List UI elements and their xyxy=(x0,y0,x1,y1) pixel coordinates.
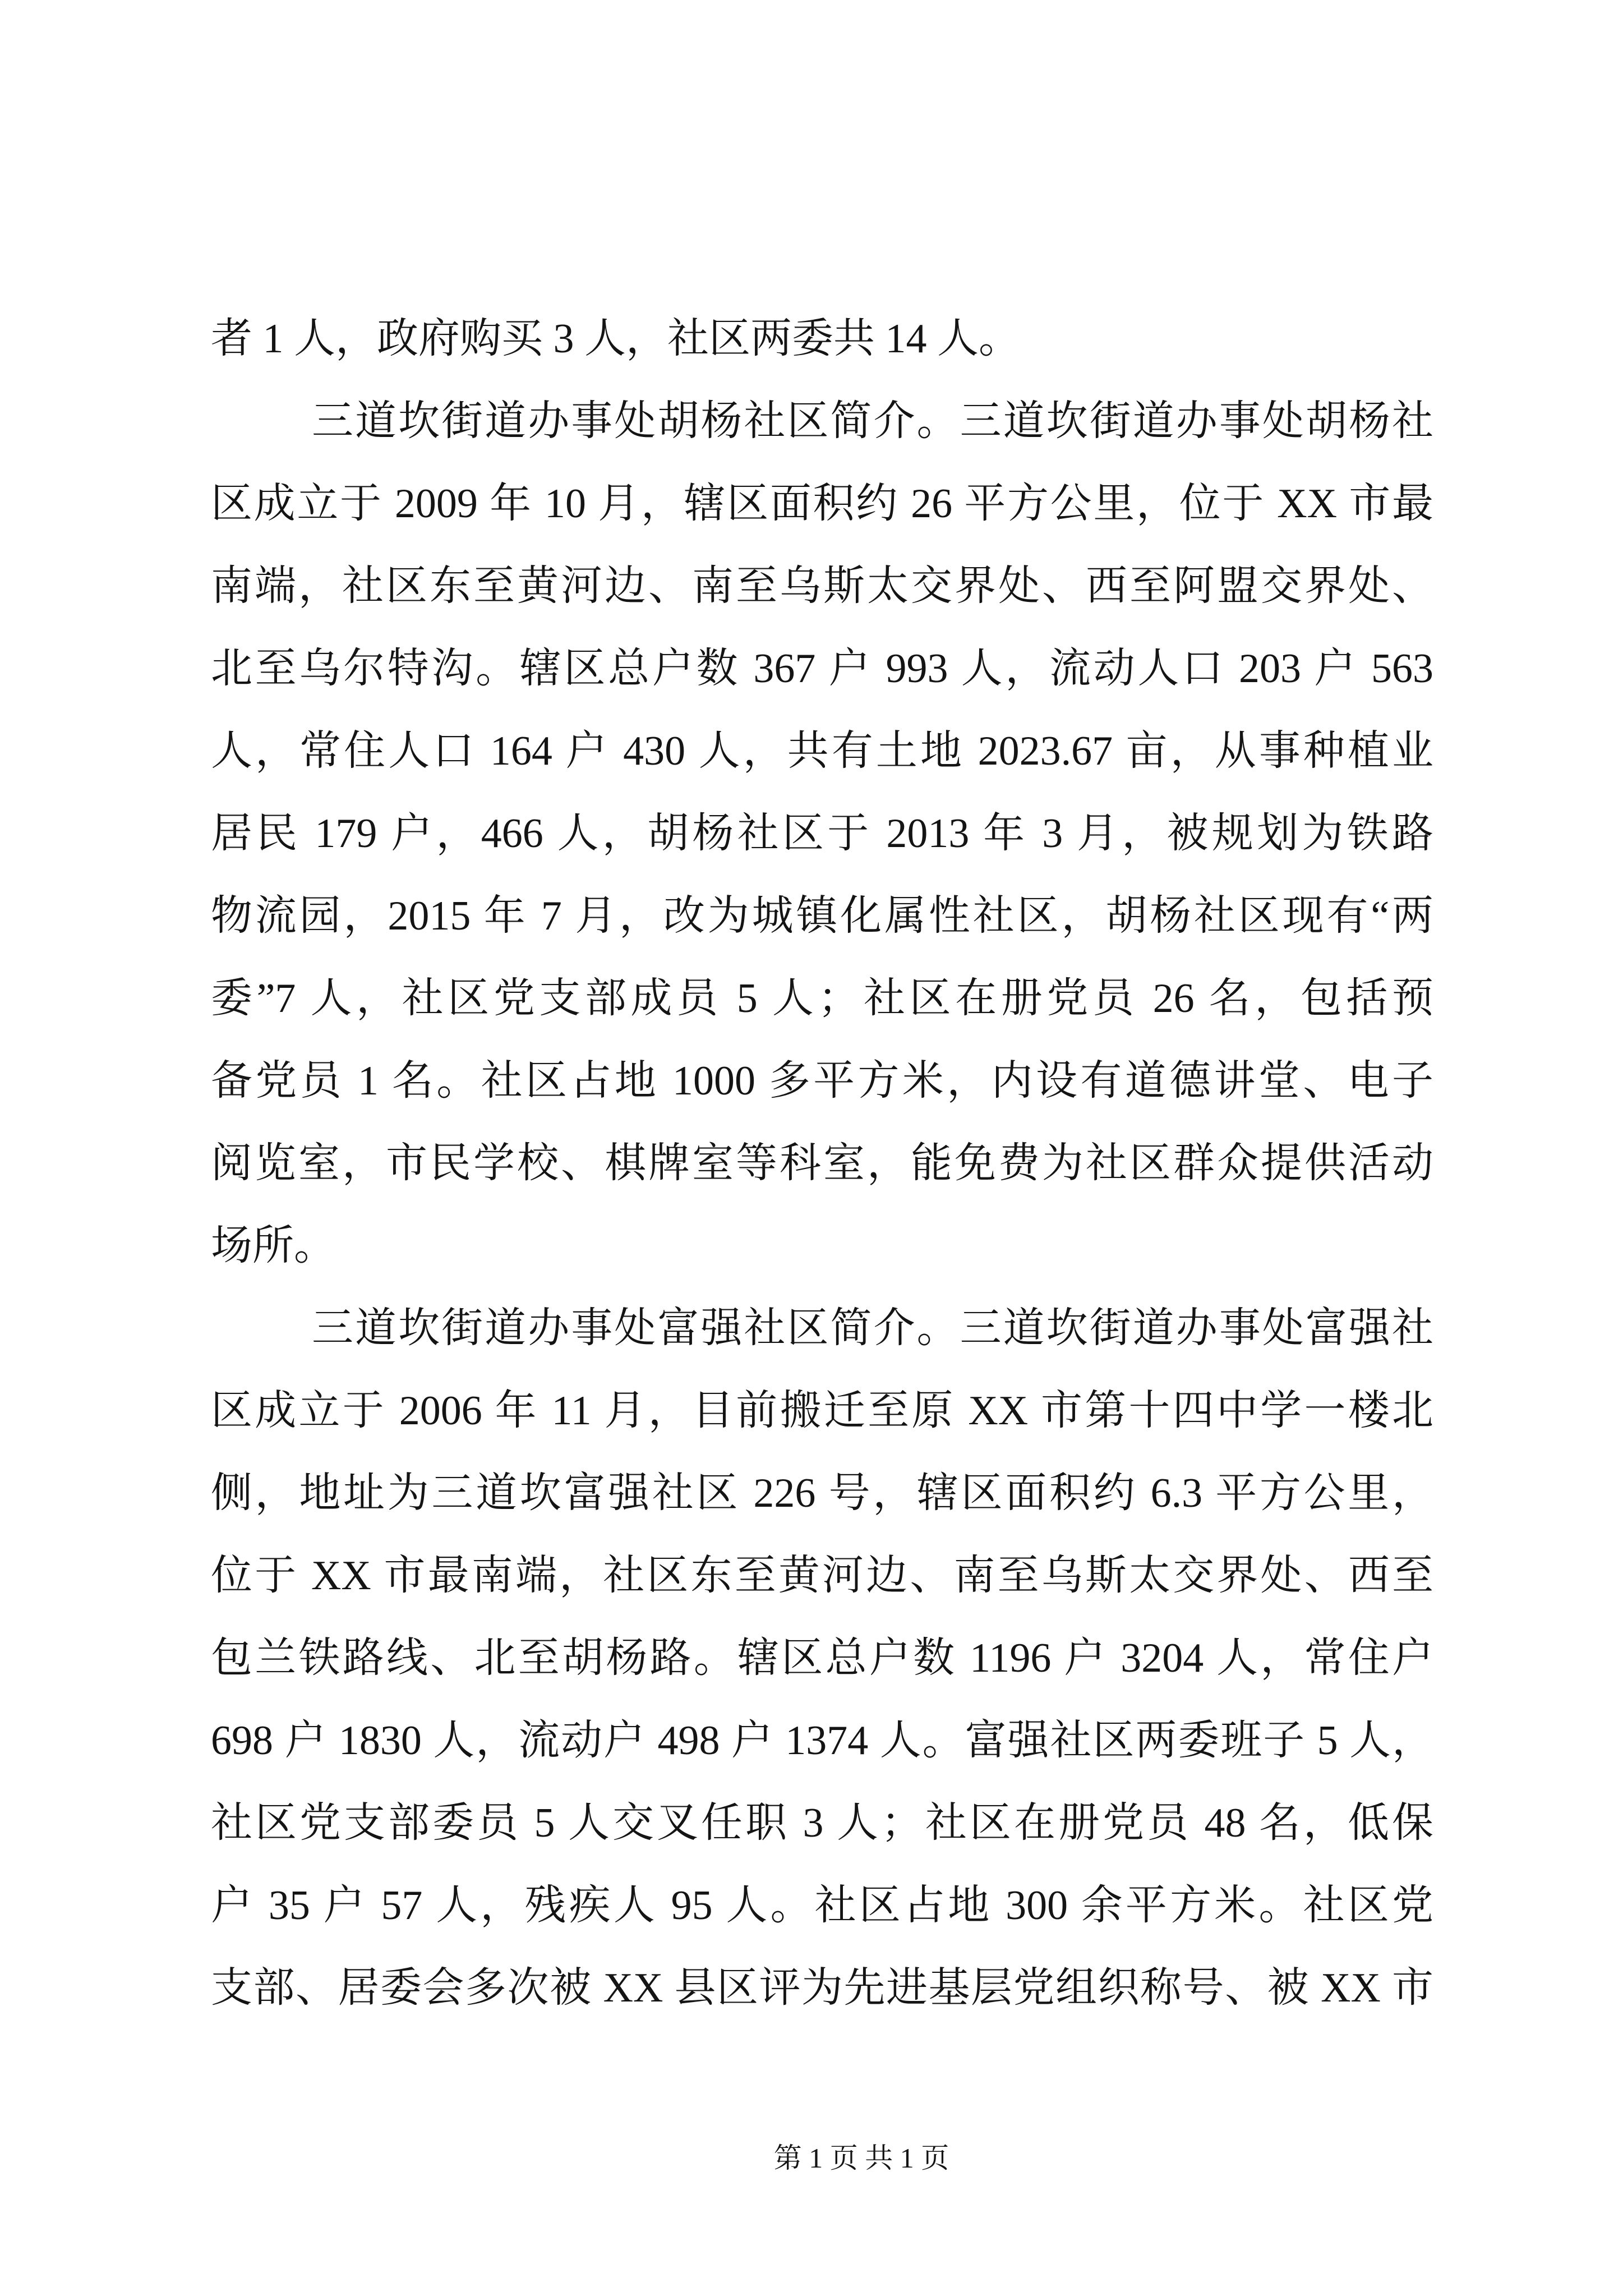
paragraph-fuqiang-community xyxy=(211,1287,1433,2030)
text-line: 委”7 人，社区党支部成员 5 人；社区在册党员 26 名，包括预 xyxy=(211,976,1433,1022)
text-line: 场所。 xyxy=(211,1223,335,1269)
text-line: 三道坎街道办事处胡杨社区简介。三道坎街道办事处胡杨社 xyxy=(312,398,1433,444)
text-line: 南端，社区东至黄河边、南至乌斯太交界处、西至阿盟交界处、 xyxy=(211,563,1433,609)
text-line: 社区党支部委员 5 人交叉任职 3 人；社区在册党员 48 名，低保 xyxy=(211,1800,1433,1846)
text-line: 北至乌尔特沟。辖区总户数 367 户 993 人，流动人口 203 户 563 xyxy=(211,646,1433,692)
text-line: 区成立于 2006 年 11 月，目前搬迁至原 XX 市第十四中学一楼北 xyxy=(211,1388,1433,1434)
paragraph-continued xyxy=(211,298,1433,380)
text-line: 三道坎街道办事处富强社区简介。三道坎街道办事处富强社 xyxy=(312,1305,1433,1351)
text-line: 备党员 1 名。社区占地 1000 多平方米，内设有道德讲堂、电子 xyxy=(211,1058,1433,1104)
text-line: 户 35 户 57 人，残疾人 95 人。社区占地 300 余平方米。社区党 xyxy=(211,1883,1433,1929)
text-line: 居民 179 户，466 人，胡杨社区于 2013 年 3 月，被规划为铁路 xyxy=(211,811,1433,857)
paragraph-huyang-community xyxy=(211,380,1433,1287)
text-line: 者 1 人，政府购买 3 人，社区两委共 14 人。 xyxy=(211,316,1020,362)
text-line: 包兰铁路线、北至胡杨路。辖区总户数 1196 户 3204 人，常住户 xyxy=(211,1635,1433,1681)
text-line: 阅览室，市民学校、棋牌室等科室，能免费为社区群众提供活动 xyxy=(211,1140,1433,1186)
text-line: 区成立于 2009 年 10 月，辖区面积约 26 平方公里，位于 XX 市最 xyxy=(211,481,1433,527)
text-line: 698 户 1830 人，流动户 498 户 1374 人。富强社区两委班子 5 人， xyxy=(211,1718,1433,1764)
text-line: 人，常住人口 164 户 430 人，共有土地 2023.67 亩，从事种植业 xyxy=(211,728,1433,774)
text-line: 支部、居委会多次被 XX 县区评为先进基层党组织称号、被 XX 市 xyxy=(211,1965,1433,2011)
text-line: 位于 XX 市最南端，社区东至黄河边、南至乌斯太交界处、西至 xyxy=(211,1553,1433,1599)
body-text xyxy=(211,298,1433,2030)
text-line: 物流园，2015 年 7 月，改为城镇化属性社区，胡杨社区现有“两 xyxy=(211,893,1433,939)
text-line: 侧，地址为三道坎富强社区 226 号，辖区面积约 6.3 平方公里， xyxy=(211,1470,1433,1516)
page-number-footer: 第 1 页 共 1 页 xyxy=(773,2142,949,2174)
